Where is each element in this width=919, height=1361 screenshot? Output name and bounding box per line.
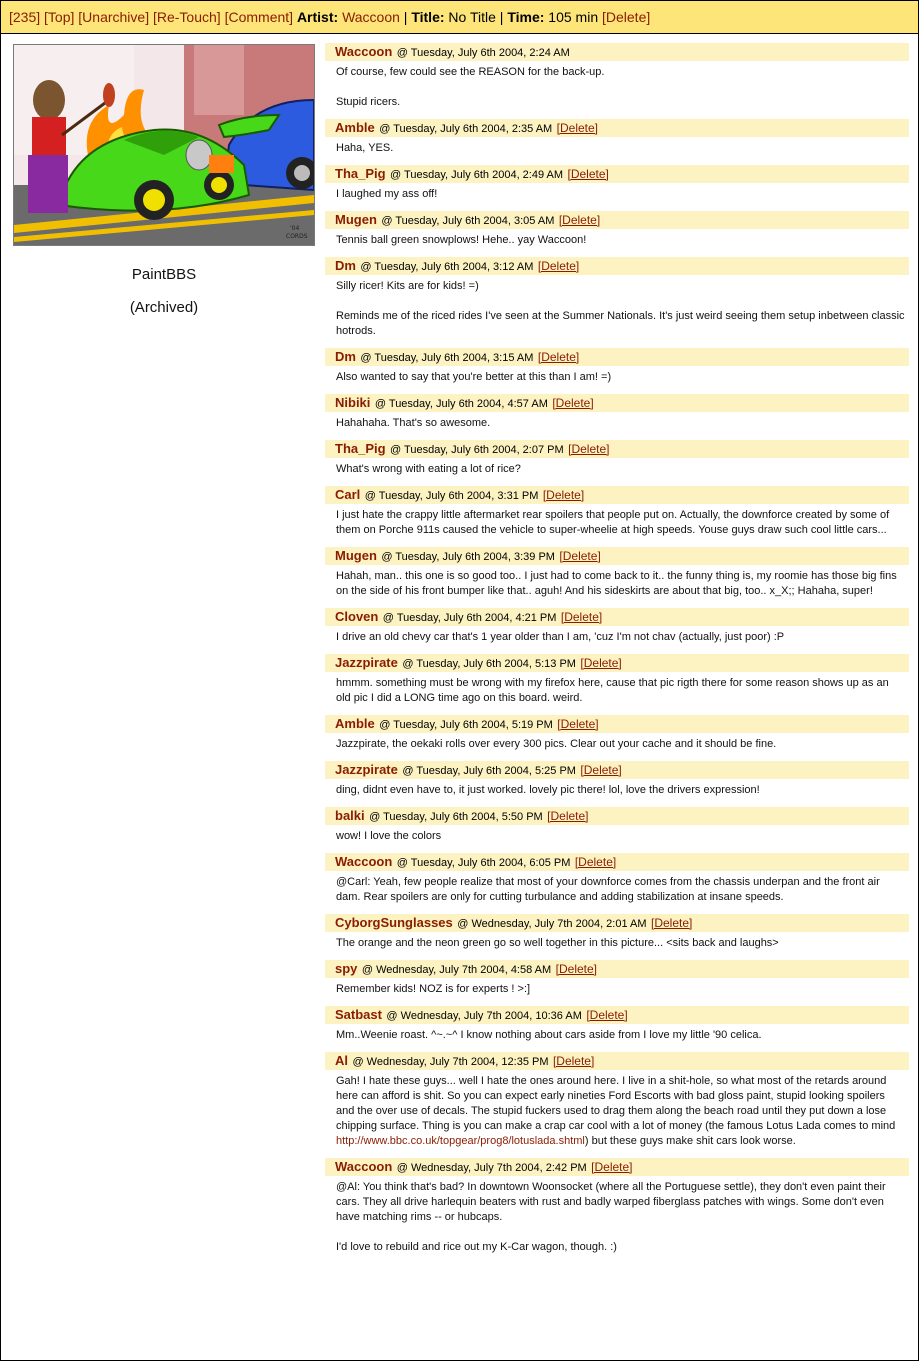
comment-body	[325, 1070, 909, 1151]
comment-text	[336, 95, 905, 110]
comment-delete-link[interactable]: [Delete]	[537, 350, 580, 364]
comment-date: @ Wednesday, July 7th 2004, 4:58 AM	[361, 964, 552, 976]
comment-text	[336, 187, 905, 202]
title-value: No Title	[448, 9, 496, 25]
comment-text	[336, 508, 905, 538]
comment-item	[325, 608, 909, 647]
comment-header	[325, 1052, 909, 1070]
comment-header	[325, 715, 909, 733]
comment-header	[325, 165, 909, 183]
comment-author[interactable]: Tha_Pig	[335, 441, 386, 456]
comment-item	[325, 1006, 909, 1045]
link-retouch[interactable]: [Re-Touch]	[152, 9, 221, 25]
comment-author[interactable]: Nibiki	[335, 395, 371, 410]
comment-item	[325, 119, 909, 158]
comment-text	[336, 416, 905, 431]
comment-header	[325, 960, 909, 978]
comment-body	[325, 412, 909, 433]
top-bar	[1, 1, 918, 34]
comment-body	[325, 1024, 909, 1045]
comment-text-span: The orange and the neon green go so well together in this picture... <sits back and laughs>	[336, 937, 779, 949]
comment-text	[336, 1028, 905, 1043]
comment-item	[325, 853, 909, 907]
link-top[interactable]: [Top]	[44, 9, 75, 25]
comment-date: @ Tuesday, July 6th 2004, 3:31 PM	[364, 490, 539, 502]
comment-author[interactable]: Amble	[335, 120, 375, 135]
comment-item	[325, 165, 909, 204]
comment-body	[325, 978, 909, 999]
comment-delete-link[interactable]: [Delete]	[552, 396, 594, 410]
comment-author[interactable]: Dm	[335, 349, 356, 364]
comment-header	[325, 1006, 909, 1024]
comment-date: @ Tuesday, July 6th 2004, 3:39 PM	[381, 551, 555, 563]
comment-header	[325, 547, 909, 565]
comment-date: @ Tuesday, July 6th 2004, 2:35 AM	[379, 123, 553, 135]
comment-text-span: Silly ricer! Kits are for kids! =)	[336, 280, 479, 292]
comment-delete-link[interactable]: [Delete]	[568, 442, 610, 456]
comment-text	[336, 1240, 905, 1255]
comment-text	[336, 279, 905, 294]
comment-text-span: I laughed my ass off!	[336, 188, 438, 200]
comment-text-span: Reminds me of the riced rides I've seen at the Summer Nationals. It's just weird seeing them setup inbetween classic hotrods.	[336, 310, 905, 337]
comment-date: @ Tuesday, July 6th 2004, 3:05 AM	[381, 215, 555, 227]
svg-text:'04: '04	[290, 225, 300, 232]
comment-text	[336, 1180, 905, 1225]
comment-text	[336, 676, 905, 706]
comment-author[interactable]: Carl	[335, 487, 361, 502]
comment-text-span: Jazzpirate, the oekaki rolls over every 300 pics. Clear out your cache and it should be fine.	[336, 738, 777, 750]
comment-author[interactable]: balki	[335, 808, 365, 823]
comment-text-span: @Carl: Yeah, few people realize that most of your downforce comes from the chassis underpan and the front air dam. Rear spoilers are only for cutting turbulance and adding stabilization at insane speeds.	[336, 876, 880, 903]
archive-status: (Archived)	[129, 299, 199, 316]
comment-date: @ Tuesday, July 6th 2004, 2:49 AM	[390, 169, 564, 181]
comment-header	[325, 211, 909, 229]
comment-text	[336, 875, 905, 905]
comment-delete-link[interactable]: [Delete]	[580, 656, 622, 670]
comment-text-span: I drive an old chevy car that's 1 year older than I am, 'cuz I'm not chav (actually, just poor) :P	[336, 631, 785, 643]
comment-text	[336, 737, 905, 752]
comment-text-span: Tennis ball green snowplows! Hehe.. yay Waccoon!	[336, 234, 587, 246]
comment-body	[325, 825, 909, 846]
comment-text	[336, 982, 905, 997]
comment-item	[325, 348, 909, 387]
comment-date: @ Tuesday, July 6th 2004, 5:25 PM	[402, 765, 576, 777]
comment-text-span: hmmm. something must be wrong with my firefox here, cause that pic rigth there for some reason shows up as an old pic I did a LONG time ago on this board. weird.	[336, 677, 889, 704]
comment-date: @ Tuesday, July 6th 2004, 3:12 AM	[360, 261, 534, 273]
comment-author[interactable]: spy	[335, 961, 358, 976]
comment-text-span: Haha, YES.	[336, 142, 394, 154]
comment-text	[336, 936, 905, 951]
comment-item	[325, 914, 909, 953]
comment-item	[325, 486, 909, 540]
comment-delete-link[interactable]: [Delete]	[542, 488, 585, 502]
comment-date: @ Tuesday, July 6th 2004, 4:21 PM	[382, 612, 557, 624]
comment-delete-link[interactable]: [Delete]	[537, 259, 580, 273]
comment-body	[325, 458, 909, 479]
comment-delete-link[interactable]: [Delete]	[574, 855, 617, 869]
comment-body	[325, 932, 909, 953]
comment-text-span: I'd love to rebuild and rice out my K-Car wagon, though. :)	[336, 1241, 617, 1253]
comment-body	[325, 565, 909, 601]
comment-delete-link[interactable]: [Delete]	[651, 916, 693, 930]
comment-item	[325, 715, 909, 754]
comment-body	[325, 779, 909, 800]
comment-item	[325, 654, 909, 708]
comment-item	[325, 807, 909, 846]
comment-author[interactable]: Cloven	[335, 609, 379, 624]
comment-header	[325, 440, 909, 458]
comment-text	[336, 630, 905, 645]
comment-date: @ Wednesday, July 7th 2004, 12:35 PM	[352, 1056, 549, 1068]
comment-text	[336, 829, 905, 844]
comment-header	[325, 486, 909, 504]
artist-link[interactable]: Waccoon	[342, 9, 400, 25]
comment-text	[336, 569, 905, 599]
comment-delete-link[interactable]: [Delete]	[547, 809, 589, 823]
comment-item	[325, 394, 909, 433]
comment-delete-link[interactable]: [Delete]	[586, 1008, 628, 1022]
comment-header	[325, 257, 909, 275]
comment-body	[325, 733, 909, 754]
comment-text-span: I just hate the crappy little aftermarket rear spoilers that people put on. Actually, the downforce created by some of them on Porche 911s caused the vehicle to super-wheelie at high speeds. Youse guys draw such cool little cars...	[336, 509, 890, 536]
comment-item	[325, 547, 909, 601]
comment-date: @ Tuesday, July 6th 2004, 5:13 PM	[402, 658, 576, 670]
comment-text	[336, 233, 905, 248]
comment-author[interactable]: Dm	[335, 258, 356, 273]
title-label: Title:	[411, 9, 445, 25]
comment-text	[336, 309, 905, 339]
comment-text	[336, 370, 905, 385]
delete-post-link[interactable]: [Delete]	[602, 9, 651, 25]
comment-date: @ Wednesday, July 7th 2004, 2:42 PM	[396, 1162, 587, 1174]
comment-header	[325, 608, 909, 626]
comment-author[interactable]: CyborgSunglasses	[335, 915, 453, 930]
comment-date: @ Wednesday, July 7th 2004, 10:36 AM	[386, 1010, 582, 1022]
comment-body	[325, 61, 909, 112]
comment-item	[325, 1158, 909, 1257]
comment-text-span: Hahah, man.. this one is so good too.. I just had to come back to it.. the funny thing is, my roomie has those big fins on the side of his front bumper like that.. aguh! And his sideskirts are about that big, too.. x_X;; Hahaha, super!	[336, 570, 897, 597]
comment-author[interactable]: Waccoon	[335, 854, 393, 869]
comment-author[interactable]: Tha_Pig	[335, 166, 386, 181]
comment-text	[336, 141, 905, 156]
comment-date: @ Tuesday, July 6th 2004, 5:50 PM	[369, 811, 543, 823]
comment-text-span: @Al: You think that's bad? In downtown Woonsocket (where all the Portuguese settle), they don't even paint their cars. They all drive harlequin beaters with rust and badly warped fiberglass patches with wings. Some don't even have matching rims -- or hubcaps.	[336, 1181, 886, 1223]
comment-item	[325, 1052, 909, 1151]
comment-date: @ Tuesday, July 6th 2004, 3:15 AM	[360, 352, 534, 364]
comment-body	[325, 871, 909, 907]
comment-date: @ Tuesday, July 6th 2004, 4:57 AM	[374, 398, 548, 410]
separator: |	[403, 9, 408, 25]
comment-date: @ Tuesday, July 6th 2004, 5:19 PM	[379, 719, 553, 731]
comment-item	[325, 211, 909, 250]
comment-text	[336, 783, 905, 798]
comment-delete-link[interactable]: [Delete]	[591, 1160, 633, 1174]
time-label: Time:	[507, 9, 545, 25]
separator: |	[499, 9, 504, 25]
comment-text-span: Remember kids! NOZ is for experts ! >:]	[336, 983, 531, 995]
comment-text	[336, 65, 905, 80]
comment-text-span: ding, didnt even have to, it just worked. lovely pic there! lol, love the drivers expression!	[336, 784, 760, 796]
comment-body	[325, 229, 909, 250]
comment-delete-link[interactable]: [Delete]	[559, 549, 601, 563]
comment-author[interactable]: Satbast	[335, 1007, 382, 1022]
comment-author[interactable]: Amble	[335, 716, 375, 731]
comment-author[interactable]: Jazzpirate	[335, 655, 398, 670]
comment-text-span: Mm..Weenie roast. ^~.~^ I know nothing about cars aside from I love my little '90 celica.	[336, 1029, 762, 1041]
link-unarchive[interactable]: [Unarchive]	[78, 9, 150, 25]
comment-date: @ Wednesday, July 7th 2004, 2:01 AM	[457, 918, 647, 930]
comment-author[interactable]: Waccoon	[335, 44, 393, 59]
comment-text-span: Stupid ricers.	[336, 96, 401, 108]
comment-header	[325, 43, 909, 61]
comment-text-after-link: ) but these guys make shit cars look worse.	[584, 1135, 796, 1147]
comment-text-span: Gah! I hate these guys... well I hate the ones around here. I live in a shit-hole, so what most of the retards around here can afford is shit. So you can expect early nineties Ford Escorts with bad gloss paint, stupid looking spoilers and the over use of decals. The stupid fuckers used to drag them along the beach road until they put down a lose chipping surface. Thing is you can make a crap car cool with a lot of money (the famous Lotus Lada comes to mind	[336, 1075, 896, 1132]
comment-body	[325, 275, 909, 341]
comment-delete-link[interactable]: [Delete]	[560, 610, 603, 624]
comment-date: @ Tuesday, July 6th 2004, 2:24 AM	[396, 47, 570, 59]
comment-author[interactable]: Mugen	[335, 212, 377, 227]
comment-item	[325, 257, 909, 341]
comment-text	[336, 462, 905, 477]
comment-author[interactable]: Waccoon	[335, 1159, 393, 1174]
comment-header	[325, 654, 909, 672]
comment-body	[325, 366, 909, 387]
comment-text-span: Also wanted to say that you're better at this than I am! =)	[336, 371, 612, 383]
comment-header	[325, 761, 909, 779]
comment-author[interactable]: Mugen	[335, 548, 377, 563]
comment-date: @ Tuesday, July 6th 2004, 2:07 PM	[390, 444, 564, 456]
comment-body	[325, 672, 909, 708]
comment-item	[325, 960, 909, 999]
comment-delete-link[interactable]: [Delete]	[552, 1054, 595, 1068]
comment-delete-link[interactable]: [Delete]	[556, 121, 599, 135]
comment-item	[325, 761, 909, 800]
comment-text-span: Of course, few could see the REASON for the back-up.	[336, 66, 605, 78]
comment-header	[325, 119, 909, 137]
comment-delete-link[interactable]: [Delete]	[555, 962, 597, 976]
comment-text-span: Hahahaha. That's so awesome.	[336, 417, 491, 429]
comment-body	[325, 504, 909, 540]
artwork-image[interactable]	[13, 44, 315, 246]
comment-author[interactable]: Al	[335, 1053, 348, 1068]
comment-text-span: What's wrong with eating a lot of rice?	[336, 463, 521, 475]
comment-url-link[interactable]: http://www.bbc.co.uk/topgear/prog8/lotuslada.shtml	[336, 1135, 585, 1147]
comment-delete-link[interactable]: [Delete]	[567, 167, 609, 181]
comment-header	[325, 914, 909, 932]
comment-item	[325, 43, 909, 112]
comment-body	[325, 183, 909, 204]
svg-text:CORDS: CORDS	[286, 233, 308, 240]
comment-body	[325, 1176, 909, 1257]
comment-body	[325, 137, 909, 158]
comment-text-span: wow! I love the colors	[336, 830, 442, 842]
comment-author[interactable]: Jazzpirate	[335, 762, 398, 777]
comment-header	[325, 394, 909, 412]
comment-delete-link[interactable]: [Delete]	[557, 717, 599, 731]
board-name: PaintBBS	[131, 266, 197, 283]
artist-label: Artist:	[296, 9, 339, 25]
comment-header	[325, 348, 909, 366]
comment-text	[336, 1074, 905, 1149]
comment-item	[325, 440, 909, 479]
link-comment[interactable]: [Comment]	[224, 9, 294, 25]
link-post-number[interactable]: [235]	[9, 9, 41, 25]
comment-date: @ Tuesday, July 6th 2004, 6:05 PM	[396, 857, 571, 869]
comment-header	[325, 1158, 909, 1176]
comment-delete-link[interactable]: [Delete]	[558, 213, 601, 227]
sidebar	[13, 44, 315, 316]
time-value: 105 min	[548, 9, 599, 25]
comment-body	[325, 626, 909, 647]
comment-list	[325, 43, 909, 1264]
comment-header	[325, 853, 909, 871]
comment-header	[325, 807, 909, 825]
comment-delete-link[interactable]: [Delete]	[580, 763, 622, 777]
